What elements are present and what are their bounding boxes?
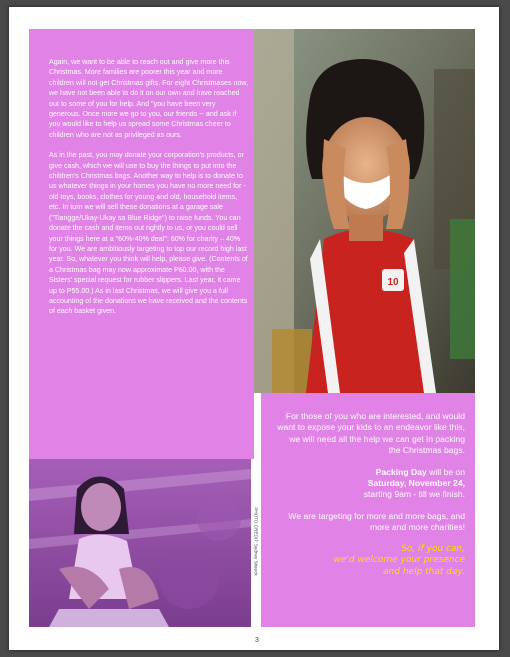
- photo-credit: PHOTO CREDIT: Sydney Siteeck: [253, 507, 259, 576]
- right-text-panel: [261, 393, 475, 627]
- left-paragraph-1: Again, we want to be able to reach out and give more this Christmas. More families are poorer this year and more children will not get Christmas gifts. For eight Christmases now, we have not been able to do it on our own and have reached out to some of you for help. And "you have been very generous. Once more we go to you, our friends -- and ask if you would like to help us spread some Christmas cheer to children who are not as privileged as ours.: [49, 58, 249, 139]
- svg-text:10: 10: [387, 277, 399, 288]
- document-page: [9, 7, 499, 650]
- right-body-text: [275, 411, 465, 588]
- girl-photo-illustration: [254, 29, 475, 393]
- closing-message: [275, 544, 465, 579]
- closing-line-2: we'd welcome your presence: [333, 555, 465, 566]
- right-paragraph-1: For those of you who are interested, and would want to expose your kids to an endeavor like this, we will need all the help we can get in packing the Christmas bags.: [277, 411, 465, 456]
- page-number: 3: [255, 637, 259, 644]
- packing-time: starting 9am - till we finish.: [363, 489, 465, 500]
- closing-line-1: So, if you can,: [401, 543, 465, 554]
- photo-sitting-girl: [29, 459, 251, 627]
- packing-day-rest: will be on: [426, 466, 465, 477]
- left-body-text: [49, 57, 249, 327]
- packing-day-info: [275, 467, 465, 501]
- photo-credit-strip: [251, 459, 261, 627]
- closing-line-3: and help that day.: [383, 566, 465, 577]
- packing-date: Saturday, November 24,: [367, 478, 465, 489]
- packing-day-label: Packing Day: [375, 466, 427, 477]
- sitting-girl-photo-illustration: [29, 459, 251, 627]
- left-paragraph-2: As in the past, you may donate your corporation's products, or give cash, which we will use to buy the things to put into the children's Christmas bags. Another way to help is to donate to us whatever things in your homes you have no more need for - old toys, books, clothes for young and old, household items, etc. In turn we will sell these donations at a garage sale ("Tiangge/Ukay-Ukay sa Blue Ridge") to raise funds. You can donate the cash and items out rightly to us, or you could sell your things here at a "60%-40% deal": 60% for charity – 40% for you. We are ambitiously targeting to top our record high last year. So, whatever you think will help, please give. (Contents of a Christmas bag may now approximate P60.00, with the Sisters' special request for rubber slippers. Last year, it came up to P55.00.) As in last Christmas, we will give you a full accounting of the donations we have received and the contents of each basket given.: [49, 151, 248, 316]
- left-text-panel: [29, 29, 254, 459]
- photo-smiling-girl: [254, 29, 475, 393]
- right-paragraph-3: We are targeting for more and more bags, and more and more charities!: [288, 510, 465, 533]
